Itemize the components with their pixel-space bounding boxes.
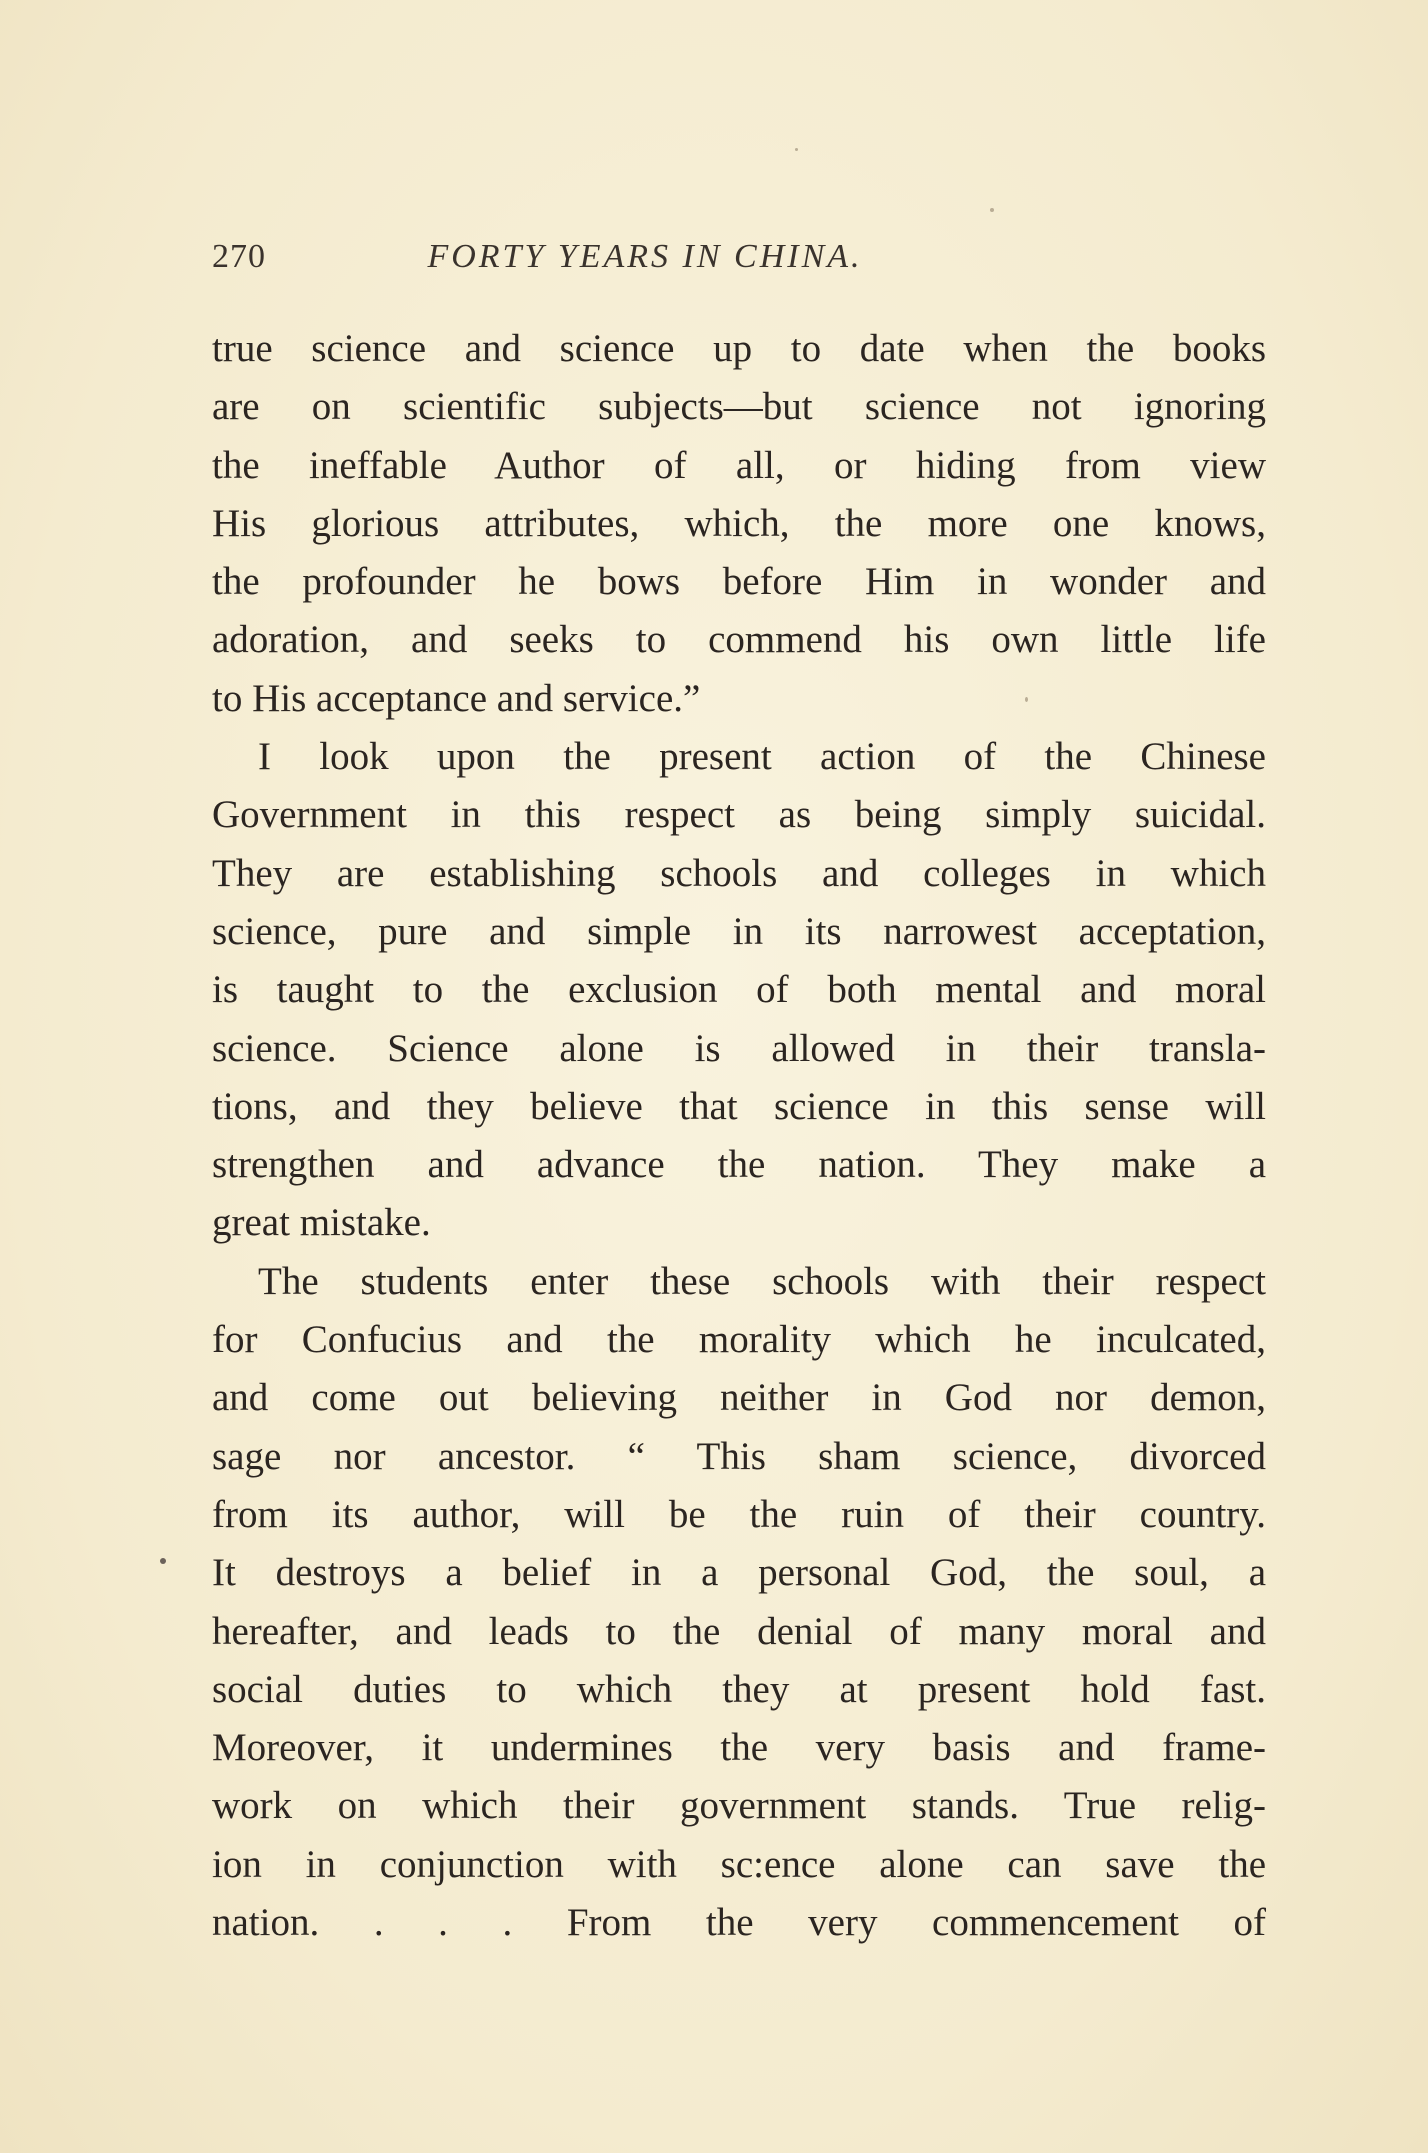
text-line: work on which their government stands. True relig- bbox=[212, 1784, 1266, 1828]
text-line: from its author, will be the ruin of their country. bbox=[212, 1492, 1266, 1536]
text-line: strengthen and advance the nation. They make a bbox=[212, 1143, 1266, 1187]
text-line: Government in this respect as being simply suicidal. bbox=[212, 793, 1266, 837]
text-line: is taught to the exclusion of both mental and moral bbox=[212, 968, 1266, 1012]
text-line: His glorious attributes, which, the more one knows, bbox=[212, 501, 1266, 545]
text-line: are on scientific subjects—but science not ignoring bbox=[212, 385, 1266, 429]
paper-speck bbox=[795, 148, 798, 151]
margin-mark bbox=[160, 1558, 166, 1564]
text-line: nation. . . . From the very commencement of bbox=[212, 1901, 1266, 1945]
text-line: The students enter these schools with their respect bbox=[258, 1259, 1266, 1303]
text-line: social duties to which they at present hold fast. bbox=[212, 1667, 1266, 1711]
text-line: great mistake. bbox=[212, 1201, 431, 1245]
text-line: It destroys a belief in a personal God, the soul, a bbox=[212, 1551, 1266, 1595]
text-line: to His acceptance and service.” bbox=[212, 676, 701, 720]
text-line: They are establishing schools and colleges in which bbox=[212, 851, 1266, 895]
paper-speck bbox=[1025, 697, 1028, 702]
running-title: FORTY YEARS IN CHINA. bbox=[427, 238, 863, 275]
text-line: Moreover, it undermines the very basis and frame- bbox=[212, 1726, 1266, 1770]
text-line: science. Science alone is allowed in their transla- bbox=[212, 1026, 1266, 1070]
body-text bbox=[212, 320, 1266, 1952]
paper-speck bbox=[990, 208, 994, 212]
text-line: science, pure and simple in its narrowest acceptation, bbox=[212, 909, 1266, 953]
text-line: I look upon the present action of the Chinese bbox=[258, 735, 1266, 779]
text-line: true science and science up to date when the books bbox=[212, 327, 1266, 370]
page-number: 270 bbox=[212, 238, 266, 275]
text-line: and come out believing neither in God nor demon, bbox=[212, 1376, 1266, 1420]
text-line: ion in conjunction with sc:ence alone can save the bbox=[212, 1842, 1266, 1886]
text-line: tions, and they believe that science in this sense will bbox=[212, 1084, 1266, 1128]
text-line: for Confucius and the morality which he inculcated, bbox=[212, 1318, 1266, 1362]
text-line: hereafter, and leads to the denial of many moral and bbox=[212, 1609, 1266, 1653]
text-line: the ineffable Author of all, or hiding from view bbox=[212, 443, 1266, 487]
text-line: adoration, and seeks to commend his own little life bbox=[212, 618, 1266, 662]
text-line: the profounder he bows before Him in wonder and bbox=[212, 560, 1266, 604]
running-head bbox=[212, 238, 988, 288]
text-line: sage nor ancestor. “ This sham science, divorced bbox=[212, 1434, 1266, 1478]
